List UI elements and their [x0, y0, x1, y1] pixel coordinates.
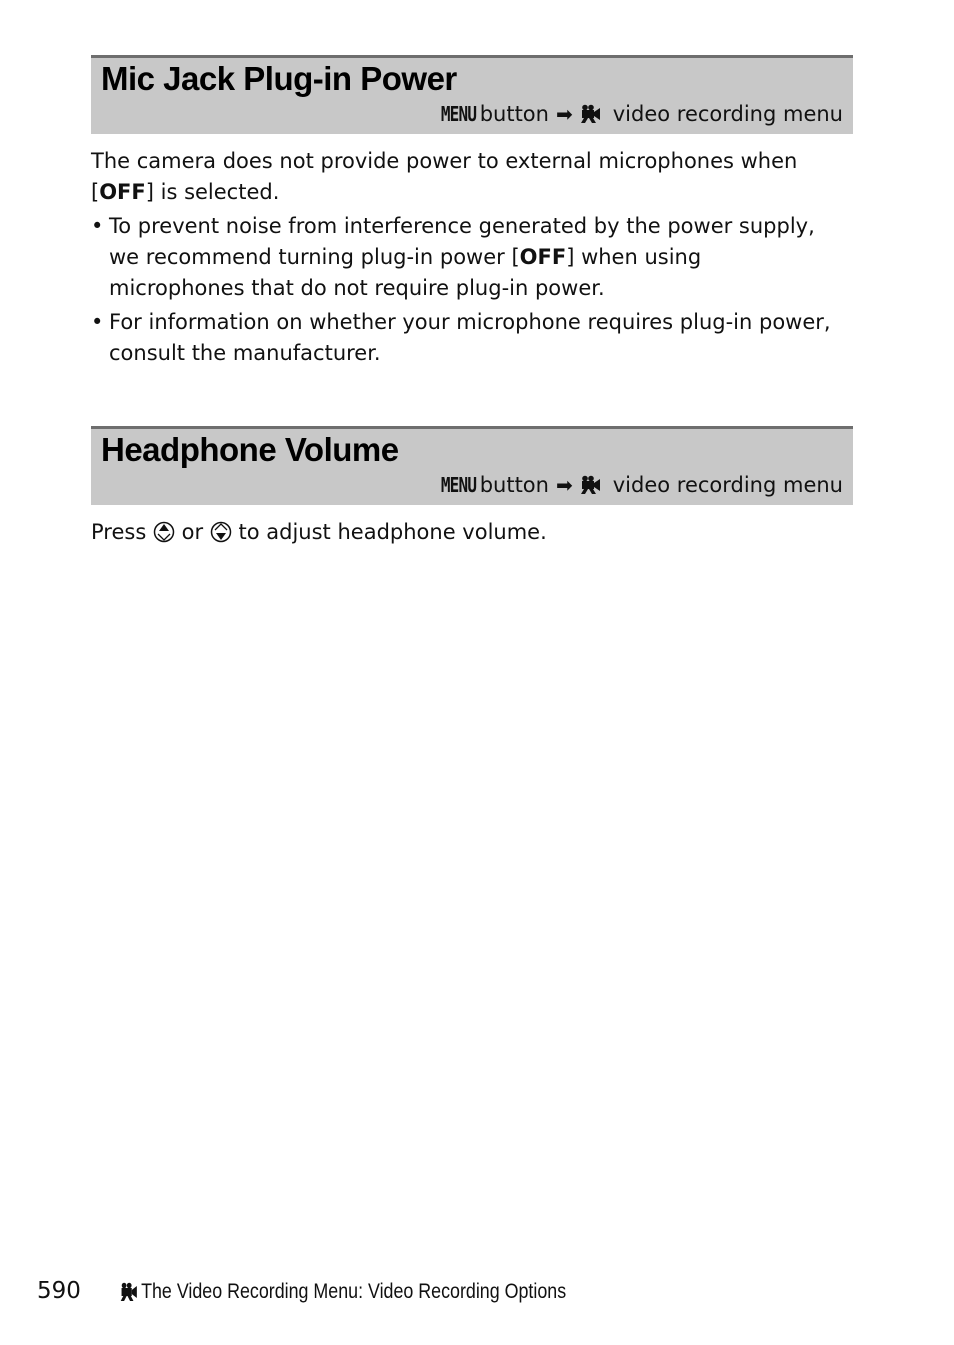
- footer-title-wrap: [119, 1280, 566, 1304]
- menu-path-button: button: [479, 473, 549, 497]
- menu-button-label: MENU: [440, 102, 476, 126]
- arrow-right-icon: ➡: [555, 473, 573, 497]
- multi-selector-down-icon: [210, 521, 232, 543]
- notes-list: [91, 211, 861, 372]
- multi-selector-up-icon: [153, 521, 175, 543]
- menu-path-menu: video recording menu: [612, 102, 843, 126]
- page-footer: [37, 1278, 567, 1304]
- movie-camera-icon: [579, 475, 601, 495]
- menu-path: [432, 102, 843, 126]
- bullet-1-line-3: microphones that do not require plug-in power.: [109, 276, 605, 300]
- off-value: OFF: [99, 180, 146, 204]
- bullet-2-line-1: For information on whether your microphone requires plug-in power,: [109, 310, 831, 334]
- bracket-open: [: [91, 180, 100, 204]
- bullet-1-line-2a: we recommend turning plug-in power [: [109, 245, 520, 269]
- off-value: OFF: [519, 245, 567, 269]
- headphone-paragraph: [91, 517, 861, 548]
- menu-path-menu: video recording menu: [612, 473, 843, 497]
- or-text: or: [181, 520, 204, 544]
- section-header-mic-jack: [91, 55, 853, 134]
- section-title: Headphone Volume: [101, 431, 399, 468]
- section-title: Mic Jack Plug-in Power: [101, 60, 457, 97]
- movie-camera-icon: [119, 1282, 138, 1302]
- bullet-1-line-2b: ] when using: [566, 245, 702, 269]
- menu-path-button: button: [479, 102, 549, 126]
- section-header-headphone-volume: [91, 426, 853, 505]
- press-text: Press: [91, 520, 147, 544]
- intro-paragraph: [91, 146, 861, 208]
- list-item: [91, 211, 861, 304]
- arrow-right-icon: ➡: [555, 102, 573, 126]
- bullet-2-line-2: consult the manufacturer.: [109, 341, 381, 365]
- movie-camera-icon: [579, 104, 601, 124]
- footer-title: The Video Recording Menu: Video Recording Options: [141, 1280, 567, 1303]
- intro-line-1: The camera does not provide power to external microphones when: [91, 149, 798, 173]
- bullet-icon: •: [91, 214, 104, 238]
- menu-button-label: MENU: [440, 473, 476, 497]
- intro-line-2-rest: ] is selected.: [145, 180, 280, 204]
- page-number: 590: [37, 1278, 81, 1304]
- bullet-1-line-1: To prevent noise from interference generated by the power supply,: [109, 214, 815, 238]
- menu-path: [432, 473, 843, 497]
- adjust-text: to adjust headphone volume.: [238, 520, 547, 544]
- bullet-icon: •: [91, 310, 104, 334]
- list-item: [91, 307, 861, 369]
